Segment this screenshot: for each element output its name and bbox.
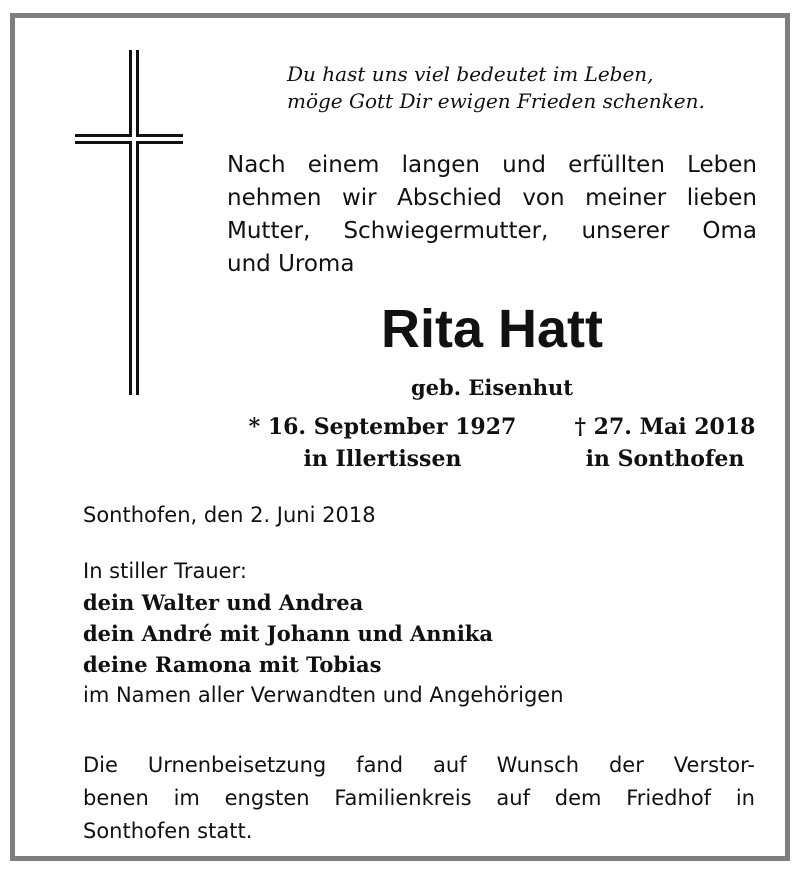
death-column [555,411,775,475]
death-place: in Sonthofen [585,446,745,472]
born-name: geb. Eisenhut [410,375,574,400]
obituary-frame [10,13,790,861]
mourners-heading: In stiller Trauer: [83,559,247,583]
cross-icon [75,50,193,395]
closing-line-1: Die Urnenbeisetzung fand auf Wunsch der Verstor- [83,753,755,777]
verse-line-1: Du hast uns viel bedeutet im Leben, [287,62,654,86]
intro-line-2: nehmen wir Abschied von meiner lieben [227,185,757,211]
birth-date: * 16. September 1927 [248,414,517,440]
birth-column [225,411,540,475]
mourner-line-2: dein André mit Johann und Annika [83,621,493,646]
intro-line-1: Nach einem langen und erfüllten Leben [227,152,757,178]
mourners [83,556,763,711]
closing-line-3: Sonthofen statt. [83,819,253,843]
closing-text [83,749,755,848]
closing-line-2: benen im engsten Familienkreis auf dem Friedhof in [83,786,755,810]
verse-line-2: möge Gott Dir ewigen Frieden schenken. [287,89,705,113]
intro-line-3: Mutter, Schwiegermutter, unserer Oma [227,218,757,244]
verse [287,61,767,115]
intro-text [227,149,757,281]
mourner-line-3: deine Ramona mit Tobias [83,652,382,677]
death-date: † 27. Mai 2018 [574,414,756,440]
birth-place: in Illertissen [303,446,462,472]
intro-line-4: und Uroma [227,251,355,277]
place-date: Sonthofen, den 2. Juni 2018 [83,503,376,527]
deceased-name: Rita Hatt [380,299,603,359]
mourner-line-1: dein Walter und Andrea [83,590,364,615]
mourner-line-4: im Namen aller Verwandten und Angehörigen [83,683,564,707]
